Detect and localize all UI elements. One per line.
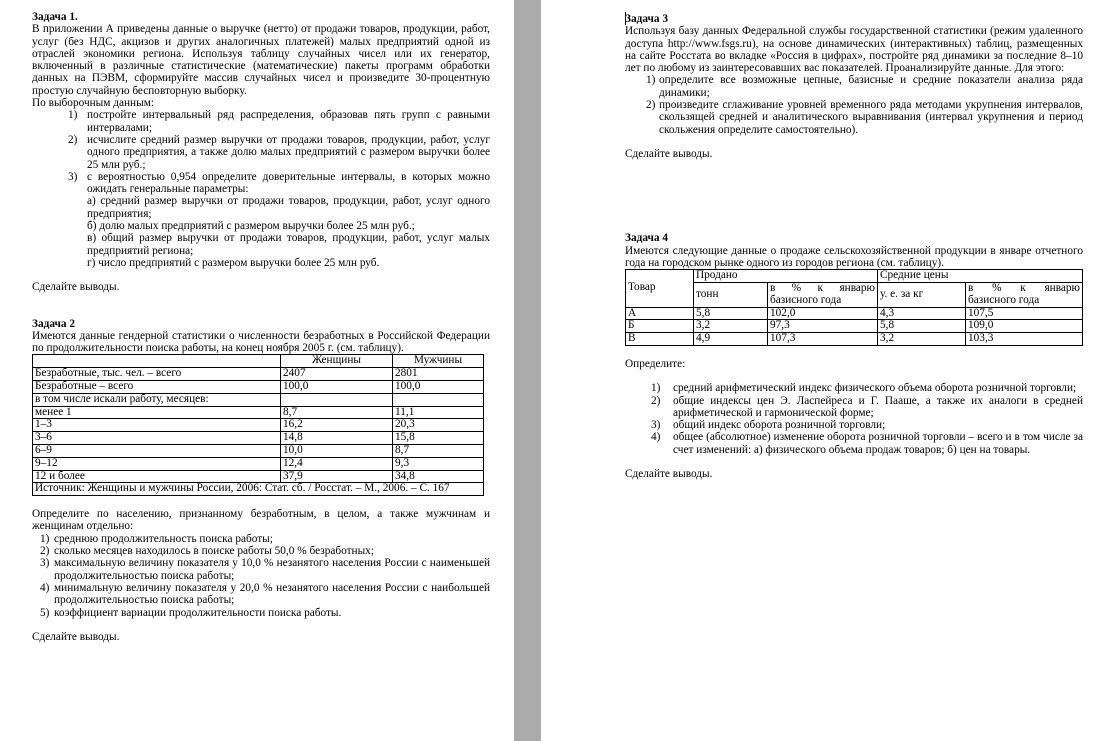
page-left-content bbox=[32, 11, 490, 643]
list-item: 2) произведите сглаживание уровней временного ряда методами укрупнения интервалов, скользящей средней и аналитического выравнивания (интервал укрупнения и период скольжения определите самостоятельно). bbox=[646, 99, 1083, 136]
table-row: 1–3 16,2 20,3 bbox=[33, 419, 484, 432]
task2-title: Задача 2 bbox=[32, 317, 76, 330]
table-header-cell: Продано bbox=[694, 270, 878, 283]
sub-item: б) долю малых предприятий с размером выручки более 25 млн руб.; bbox=[87, 220, 415, 233]
list-item: 1) постройте интервальный ряд распределения, образовав пять групп с равными интервалами; bbox=[68, 109, 490, 134]
task3-list bbox=[625, 74, 1083, 135]
task1-title: Задача 1. bbox=[32, 11, 78, 23]
sub-item: а) средний размер выручки от продажи товаров, продукции, работ, услуг одного предприятия; bbox=[87, 195, 490, 220]
task4-intro: Имеются следующие данные о продаже сельскохозяйственной продукции в январе отчетного года на городском рынке одного из городов региона (см. таблицу). bbox=[625, 244, 1083, 269]
table-header-cell: у. е. за кг bbox=[878, 282, 966, 307]
table-header-cell: в % к январю базисного года bbox=[768, 282, 878, 307]
sub-item: г) число предприятий с размером выручки более 25 млн руб. bbox=[87, 256, 380, 269]
task2-list bbox=[32, 533, 490, 619]
table-header-cell: Товар bbox=[626, 270, 694, 307]
table-subheader-row bbox=[626, 282, 1083, 307]
table-header-cell: Женщины bbox=[281, 355, 393, 368]
task2-question: Определите по населению, признанному безработным, в целом, а также мужчинам и женщинам отдельно: bbox=[32, 508, 490, 533]
list-item: 3) с вероятностью 0,954 определите доверительные интервалы, в которых можно ожидать генеральные параметры: bbox=[68, 170, 490, 196]
table-row: А 5,8 102,0 4,3 107,5 bbox=[626, 307, 1083, 320]
table-row: В 4,9 107,3 3,2 103,3 bbox=[626, 333, 1083, 346]
list-item: 3) максимальную величину показателя у 10,0 % незанятого населения России с наименьшей продолжительностью поиска работы; bbox=[40, 557, 490, 582]
document-page-right bbox=[541, 0, 1102, 741]
task1-list bbox=[32, 109, 490, 269]
task3-title: Задача 3 bbox=[625, 13, 669, 25]
document-page-left bbox=[0, 0, 514, 741]
list-item: 1) среднюю продолжительность поиска работы; bbox=[40, 532, 273, 545]
table-header-cell: Мужчины bbox=[393, 355, 484, 368]
table-header-cell: в % к январю базисного года bbox=[966, 282, 1083, 307]
task1-lead: По выборочным данным: bbox=[32, 97, 154, 110]
table-row: менее 1 8,7 11,1 bbox=[33, 406, 484, 419]
table-row: 3–6 14,8 15,8 bbox=[33, 432, 484, 445]
unemployment-table bbox=[32, 354, 484, 496]
task1-conclusion: Сделайте выводы. bbox=[32, 281, 120, 294]
table-row: 9–12 12,4 9,3 bbox=[33, 457, 484, 470]
task4-conclusion: Сделайте выводы. bbox=[625, 468, 713, 481]
table-header-cell bbox=[33, 355, 281, 368]
sub-item: в) общий размер выручки от продажи товаров, продукции, работ, услуг малых предприятий региона; bbox=[87, 232, 490, 257]
table-header-row bbox=[626, 270, 1083, 283]
list-item: 4) общее (абсолютное) изменение оборота розничной торговли – всего и в том числе за счет изменений: а) физического объема продаж товаров; б) цен на товары. bbox=[651, 431, 1083, 456]
table-row: Безработные, тыс. чел. – всего 2407 2801 bbox=[33, 368, 484, 381]
table-row: Безработные – всего 100,0 100,0 bbox=[33, 381, 484, 394]
list-item: 1) средний арифметический индекс физического объема оборота розничной торговли; bbox=[651, 382, 1077, 395]
task3-intro: Используя базу данных Федеральной службы государственной статистики (режим удаленного доступа http://www.fsgs.ru), на основе динамических (интерактивных) таблиц, размещенных на сайте Росстата во вкладке «Россия в цифрах», постройте ряд динамики за последние 8–10 лет по любому из заинтересовавших вас показателей. Проанализируйте данные. Для этого: bbox=[625, 25, 1083, 75]
table-row: 6–9 10,0 8,7 bbox=[33, 445, 484, 458]
table-header-cell: тонн bbox=[694, 282, 768, 307]
list-item: 4) минимальную величину показателя у 20,0 % незанятого населения России с наибольшей продолжительностью поиска работы; bbox=[40, 581, 490, 607]
table-row: в том числе искали работу, месяцев: bbox=[33, 393, 484, 406]
table-source: Источник: Женщины и мужчины России, 2006: Стат. сб. / Росстат. – М., 2006. – С. 167 bbox=[33, 483, 484, 496]
list-item: 5) коэффициент вариации продолжительности поиска работы. bbox=[40, 606, 342, 619]
task2-conclusion: Сделайте выводы. bbox=[32, 630, 120, 643]
task3-conclusion: Сделайте выводы. bbox=[625, 147, 713, 160]
table-row: 12 и более 37,9 34,8 bbox=[33, 470, 484, 483]
page-right-content bbox=[625, 13, 1083, 480]
task4-title: Задача 4 bbox=[625, 232, 669, 245]
list-item: 2) исчислите средний размер выручки от продажи товаров, продукции, работ, услуг одного предприятия, а также долю малых предприятий с размером выручки более 25 млн руб.; bbox=[68, 133, 490, 171]
sales-table bbox=[625, 269, 1083, 346]
table-row: Б 3,2 97,3 5,8 109,0 bbox=[626, 320, 1083, 333]
task4-list bbox=[625, 382, 1083, 456]
task4-determine: Определите: bbox=[625, 357, 686, 370]
list-item: 1) определите все возможные цепные, базисные и средние показатели анализа ряда динамики; bbox=[646, 74, 1083, 99]
table-source-row bbox=[33, 483, 484, 496]
table-header-row bbox=[33, 355, 484, 368]
table-header-cell: Средние цены bbox=[878, 270, 1083, 283]
list-item: 2) общие индексы цен Э. Ласпейреса и Г. Пааше, а также их аналоги в средней арифметической и гармонической форме; bbox=[651, 394, 1083, 419]
list-item: 3) общий индекс оборота розничной торговли; bbox=[651, 419, 886, 432]
list-item: 2) сколько месяцев находилось в поиске работы 50,0 % безработных; bbox=[40, 545, 374, 558]
task1-intro: В приложении А приведены данные о выручке (нетто) от продажи товаров, продукции, работ, услуг (без НДС, акцизов и других аналогичных платежей) малых предприятий одной из отраслей экономики региона. Используя таблицу случайных чисел или их генератор, включенный в различные статистические (математические) пакеты программ обработки данных на ПЭВМ, сформируйте массив случайных чисел и произведите 30-процентную простую случайную бесповторную выборку. bbox=[32, 23, 490, 97]
task2-intro: Имеются данные гендерной статистики о численности безработных в Российской Федерации по продолжительности поиска работы, на конец ноября 2005 г. (см. таблицу). bbox=[32, 329, 490, 355]
